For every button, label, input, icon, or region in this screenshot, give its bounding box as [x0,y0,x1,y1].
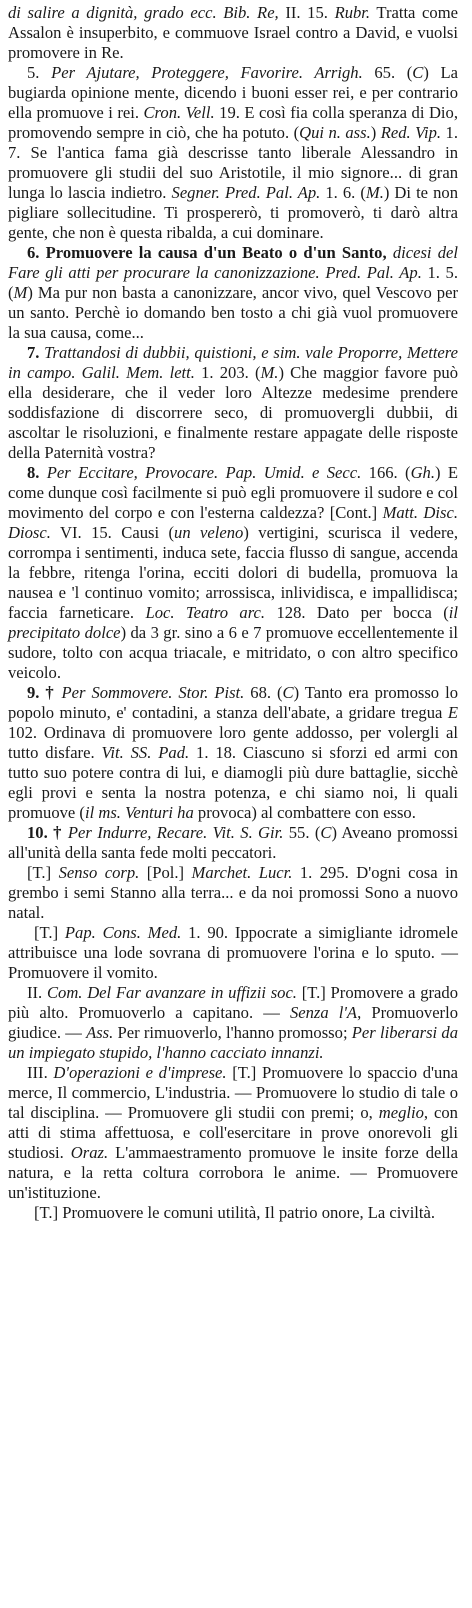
italic-text: un veleno [174,523,244,542]
italic-text: M. [260,363,279,382]
body-text: ) [370,123,381,142]
entry-paragraph [8,3,458,63]
body-text: 128. Dato per bocca ( [265,603,449,622]
body-text: 1. 295. D'ogni cosa in grembo i semi Stanno alla terra... e da noi promossi Sono a nuovo natal. [8,863,458,922]
italic-text: Per Indurre, Recare. Vit. S. Gir. [67,823,284,842]
body-text: [T.] Promuovere le comuni utilità, Il patrio onore, La civiltà. [34,1203,436,1222]
italic-text: Matt. Disc. Diosc. [8,503,458,542]
italic-text: Trattandosi di dubbii, quistioni, e sim. vale Proporre, Mettere in campo. Galil. Mem. lett. [8,343,459,382]
italic-text: D'operazioni e d'imprese. [53,1063,227,1082]
italic-text: Per liberarsi da un impiegato stupido, l'hanno cacciato innanzi. [8,1023,458,1062]
entry-paragraph [8,243,458,343]
italic-text: Per Eccitare, Provocare. Pap. Umid. e Secc. [46,463,362,482]
entry-paragraph [8,823,458,863]
italic-text: Rubr. [334,3,371,22]
italic-text: Segner. Pred. Pal. Ap. [171,183,321,202]
body-text: provoca) al combattere con esso. [193,803,416,822]
italic-text: Red. Vip. [380,123,442,142]
body-text: 1. 203. ( [194,363,261,382]
body-text: ) Di te non pigliare sollecitudine. Ti prospererò, ti promoverò, ti darò altra gente, che non è questa ribalda, a cui dominare. [8,183,458,242]
italic-text: Per Sommovere. Stor. Pist. [61,683,245,702]
italic-text: Vit. SS. Pad. [101,743,190,762]
italic-text: Com. Del Far avanzare in uffizii soc. [46,983,297,1002]
body-text: 1. 90. Ippocrate a simigliante idromele attribuisce una lode sovrana di promuovere l'orina e lo sputo. — Promuovere il vomito. [8,923,458,982]
body-text: VI. 15. Causi ( [50,523,175,542]
italic-text: C [282,683,294,702]
entry-paragraph [8,683,458,823]
italic-text: Cron. Vell. [143,103,215,122]
entry-paragraph [8,923,458,983]
bold-text: 6. Promuovere la causa d'un Beato o d'un Santo, [27,243,393,262]
body-text: 68. ( [244,683,283,702]
italic-text: dicesi del Fare gli atti per procurare la canonizzazione. Pred. Pal. Ap. [8,243,458,282]
body-text: , Promuoverlo giudice. — [8,1003,458,1042]
italic-text: Per Ajutare, Proteggere, Favorire. Arrigh. [51,63,363,82]
body-text: 1. 18. Ciascuno si sforzi ed armi con tutto suo potere contra di lui, e diamogli più dure battaglie, sicchè egli provi e senta la nostra potenza, e chi siamo noi, li quali promuove ( [8,743,458,822]
body-text: [T.] [34,923,65,942]
entry-paragraph [8,1063,458,1203]
entry-paragraph [8,343,458,463]
body-text: , con atti di stima affettuosa, e coll'esercitare in prove onorevoli gli studiosi. [8,1103,458,1162]
italic-text: Oraz. [70,1143,109,1162]
body-text: ) Aveano promossi all'unità della santa fede molti peccatori. [8,823,458,862]
entry-paragraph [8,63,458,243]
body-text: 1. 7. Se l'antica fama già descrisse tanto liberale Alessandro in promuovere gli studii del suo Aristotile, il mio signore... di gran lunga lo lascia indietro. [8,123,458,202]
italic-text: Qui n. ass. [299,123,371,142]
italic-text: C [320,823,332,842]
italic-text: Ass. [86,1023,114,1042]
body-text: 19. E così fia colla speranza di Dio, promovendo sempre in ciò, che ha potuto. ( [8,103,458,142]
bold-text: 7. [27,343,45,362]
body-text: Tratta come Assalon è insuperbito, e commuove Israel contro a David, e vuolsi promovere in Re. [8,3,458,62]
italic-text: Senza l'A [289,1003,358,1022]
body-text: [T.] [27,863,59,882]
body-text: [T.] Promuovere lo spaccio d'una merce, Il commercio, L'industria. — Promuovere lo studio di tale o tal disciplina. — Promuovere gli studii con premi; o, [8,1063,458,1122]
body-text: Per rimuoverlo, l'hanno promosso; [113,1023,352,1042]
italic-text: Pap. Cons. Med. [64,923,182,942]
body-text: 5. [27,63,52,82]
italic-text: Senso corp. [58,863,140,882]
italic-text: E [447,703,458,722]
bold-text: 10. † [27,823,68,842]
body-text: ) Ma pur non basta a canonizzare, ancor vivo, quel Vescovo per un santo. Perchè io domando ben tosto a chi già vuol promuovere la sua causa, come... [8,283,458,342]
entry-paragraph [8,1203,458,1223]
italic-text: il precipitato dolce [8,603,458,642]
italic-text: Gh. [410,463,435,482]
body-text: III. [27,1063,54,1082]
entry-paragraph [8,463,458,683]
body-text: 65. ( [362,63,413,82]
body-text: II. 15. [285,3,335,22]
body-text: ) La bugiarda opinione mente, dicendo i buoni esser rei, e per contrario ella promuove i rei. [8,63,458,122]
body-text: 55. ( [283,823,321,842]
italic-text: M [13,283,28,302]
body-text: ) Tanto era promosso lo popolo minuto, e' contadini, a stanza dell'abate, a gridare tregua [8,683,458,722]
body-text: 1. 5. ( [8,263,458,302]
text-column [8,3,458,1223]
italic-text: di salire a dignità, grado ecc. Bib. Re, [8,3,286,22]
body-text: 102. Ordinava di promuovere loro gente addosso, per volergli al tutto disfare. [8,723,458,762]
body-text: [T.] Promovere a grado più alto. Promuoverlo a capitano. — [8,983,459,1022]
entry-paragraph [8,863,458,923]
body-text: 166. ( [361,463,411,482]
italic-text: Loc. Teatro arc. [145,603,266,622]
body-text: ) E come dunque così facilmente si può egli promuovere il sudore e col movimento del corpo e con l'esterna caldezza? [Cont.] [8,463,459,522]
body-text: 1. 6. ( [320,183,366,202]
body-text: ) da 3 gr. sino a 6 e 7 promuove eccellentemente il sudore, tolto con acqua triacale, e mitridato, o con altro specifico veicolo. [8,623,458,682]
body-text: II. [27,983,47,1002]
italic-text: meglio [378,1103,424,1122]
entry-paragraph [8,983,458,1063]
bold-text: 8. [27,463,47,482]
body-text: [Pol.] [139,863,192,882]
body-text: ) vertigini, scurisca il vedere, corrompa i sentimenti, induca sete, faccia flusso di sangue, accenda la febbre, ritenga l'orina, ecciti dolori di budella, promuova la nausea e 'l continuo vomito; arrossisca, inlividisca, e impallidisca; faccia farneticare. [8,523,458,622]
bold-text: 9. † [27,683,62,702]
italic-text: Marchet. Lucr. [191,863,293,882]
body-text: L'ammaestramento promuove le insite forze della natura, e la retta coltura corrobora le anime. — Promuovere un'istituzione. [8,1143,458,1202]
body-text: ) Che maggior favore può ella desiderare, che il veder loro Altezze medesime prendere soddisfazione di discorrere seco, di promuovergli dubbii, di ascoltar le risoluzioni, e finalmente restare appagate delle risposte della Paternità vostra? [8,363,458,462]
italic-text: M. [365,183,384,202]
italic-text: C [412,63,424,82]
italic-text: il ms. Venturi ha [84,803,194,822]
